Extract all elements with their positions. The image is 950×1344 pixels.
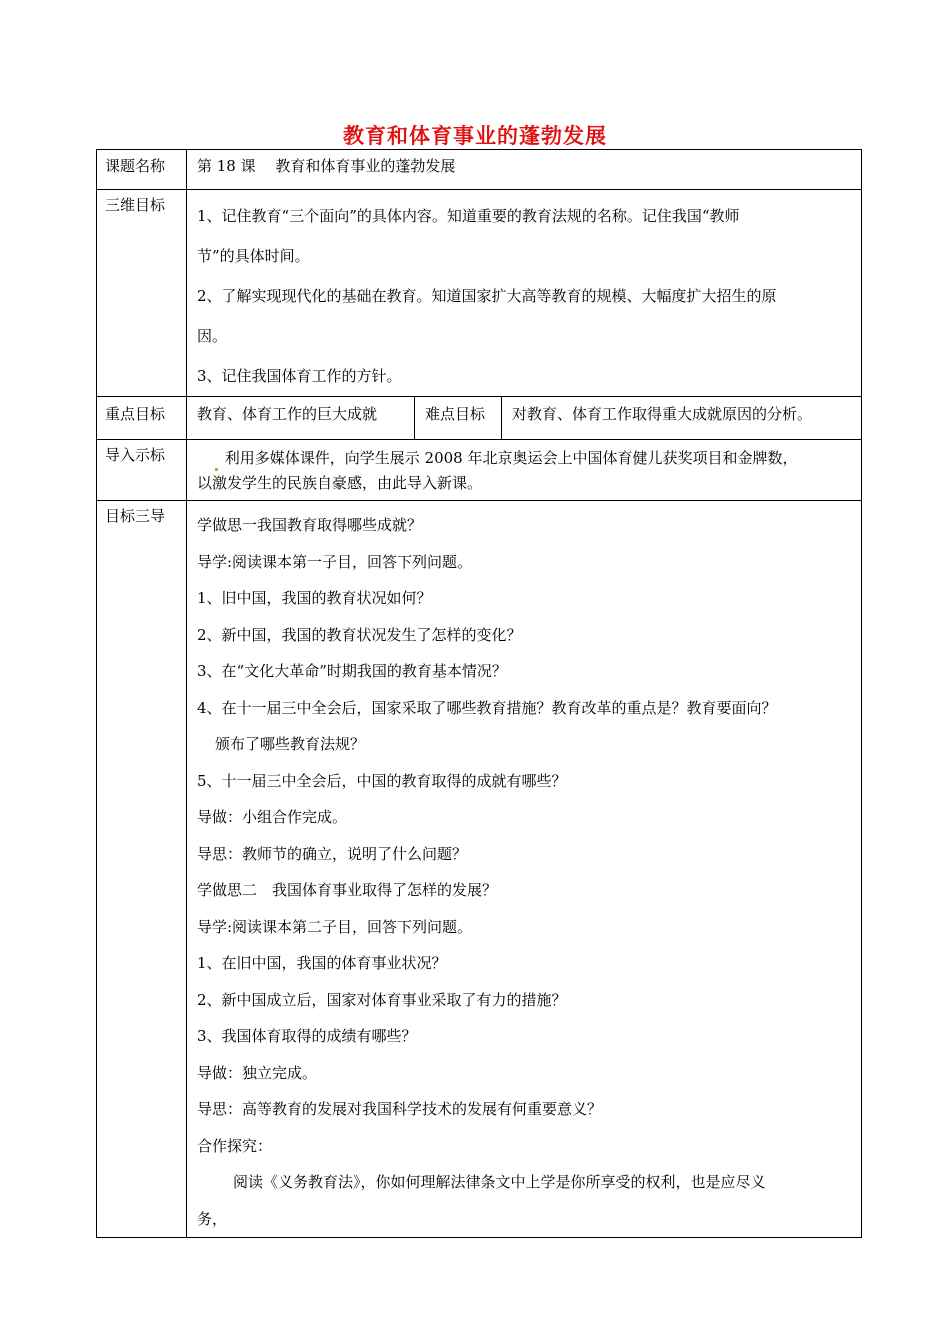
- guide-line: 导学:阅读课本第一子目，回答下列问题。: [197, 552, 473, 571]
- difficulty-label: 难点目标: [415, 397, 502, 440]
- guide-line: 4、在十一届三中全会后，国家采取了哪些教育措施？教育改革的重点是？教育要面向？: [197, 698, 777, 717]
- topic-row: [97, 150, 862, 190]
- guide-line: 学做思一我国教育取得哪些成就？: [197, 516, 423, 534]
- guide-content: [187, 501, 862, 1238]
- focus-value: 教育、体育工作的巨大成就: [187, 397, 415, 440]
- goals-line: 因。: [197, 327, 228, 345]
- intro-row: [97, 440, 862, 501]
- guide-line: 务，: [197, 1209, 228, 1228]
- guide-line: 导思：高等教育的发展对我国科学技术的发展有何重要意义？: [197, 1100, 603, 1118]
- intro-line: 以激发学生的民族自豪感，由此导入新课。: [197, 474, 483, 492]
- goals-line: 节”的具体时间。: [197, 247, 310, 265]
- guide-line: 导做：独立完成。: [197, 1063, 318, 1082]
- guide-row: [97, 501, 862, 1238]
- guide-line: 3、在“文化大革命”时期我国的教育基本情况？: [197, 662, 507, 680]
- focus-row: [97, 397, 862, 440]
- guide-line: 1、在旧中国，我国的体育事业状况？: [197, 954, 447, 972]
- guide-line: 合作探究：: [197, 1136, 273, 1155]
- goals-line: 3、记住我国体育工作的方针。: [197, 367, 402, 385]
- topic-value: 第 18 课 教育和体育事业的蓬勃发展: [187, 150, 862, 190]
- lesson-plan-table: [96, 149, 862, 1238]
- guide-line: 导学:阅读课本第二子目，回答下列问题。: [197, 917, 473, 936]
- goals-line: 2、了解实现现代化的基础在教育。知道国家扩大高等教育的规模、大幅度扩大招生的原: [197, 287, 777, 305]
- goals-line: 1、记住教育“三个面向”的具体内容。知道重要的教育法规的名称。记住我国“教师: [197, 207, 740, 225]
- guide-line: 学做思二 我国体育事业取得了怎样的发展？: [197, 881, 498, 899]
- guide-line: 5、十一届三中全会后，中国的教育取得的成就有哪些？: [197, 771, 567, 790]
- guide-line: 2、新中国成立后，国家对体育事业采取了有力的措施？: [197, 990, 567, 1009]
- guide-line: 导思：教师节的确立，说明了什么问题？: [197, 844, 468, 863]
- focus-label: 重点目标: [97, 397, 187, 440]
- guide-line: 颁布了哪些教育法规？: [215, 735, 366, 753]
- goals-label: 三维目标: [97, 190, 187, 397]
- guide-line: 阅读《义务教育法》，你如何理解法律条文中上学是你所享受的权利，也是应尽义: [233, 1173, 766, 1191]
- guide-line: 3、我国体育取得的成绩有哪些？: [197, 1027, 417, 1045]
- guide-line: 2、新中国，我国的教育状况发生了怎样的变化？: [197, 625, 522, 644]
- guide-line: 1、旧中国，我国的教育状况如何？: [197, 589, 432, 607]
- difficulty-value: 对教育、体育工作取得重大成就原因的分析。: [502, 397, 862, 440]
- intro-line: 利用多媒体课件，向学生展示 2008 年北京奥运会上中国体育健儿获奖项目和金牌数，: [224, 449, 798, 467]
- intro-content: [187, 440, 862, 501]
- goals-row: [97, 190, 862, 397]
- guide-label: 目标三导: [97, 501, 187, 1238]
- goals-content: [187, 190, 862, 397]
- topic-label: 课题名称: [97, 150, 187, 190]
- page-title: 教育和体育事业的蓬勃发展: [343, 124, 607, 148]
- intro-label: 导入示标: [97, 440, 187, 501]
- guide-line: 导做：小组合作完成。: [197, 808, 348, 826]
